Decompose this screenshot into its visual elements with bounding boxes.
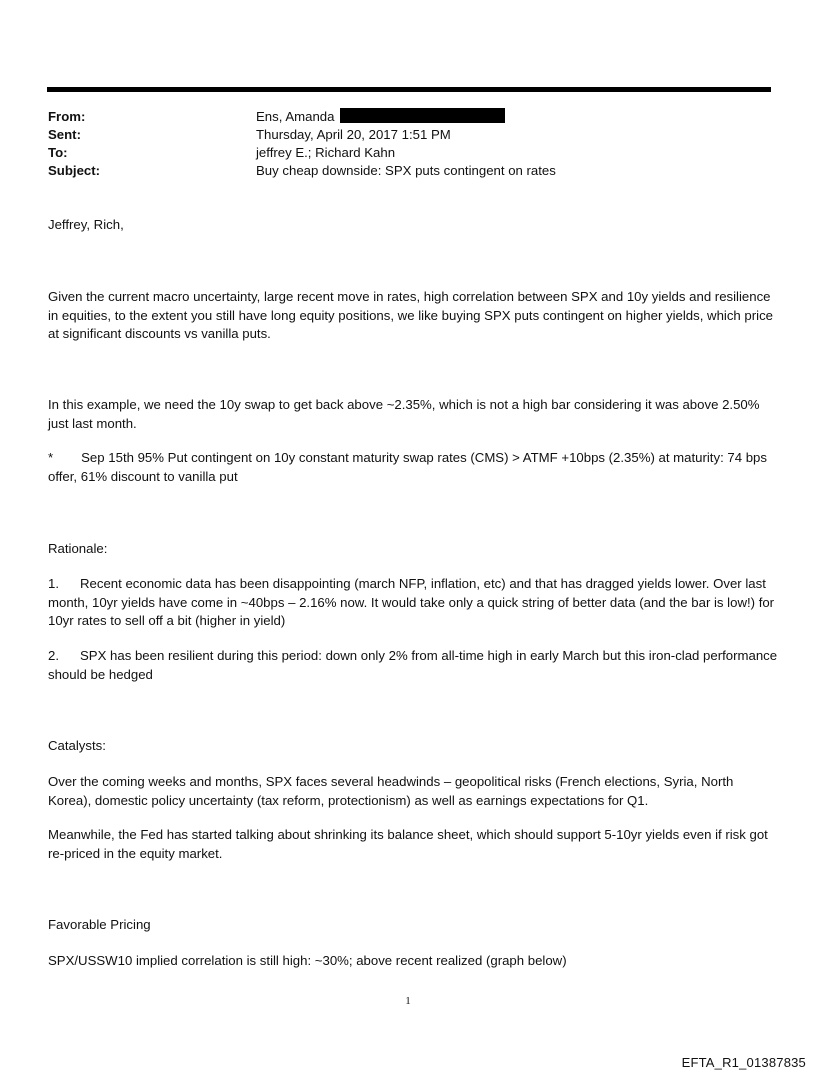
- from-name: Ens, Amanda: [256, 109, 335, 124]
- subject-row: [48, 162, 556, 180]
- pricing-heading: Favorable Pricing: [48, 917, 151, 932]
- rationale-1-number: 1.: [48, 576, 59, 591]
- email-header: [48, 108, 556, 180]
- from-value: [256, 108, 505, 126]
- rationale-item-1: [48, 575, 778, 631]
- to-value: jeffrey E.; Richard Kahn: [256, 145, 396, 160]
- rationale-item-2: [48, 647, 778, 684]
- rationale-2-text: SPX has been resilient during this period: down only 2% from all-time high in early March but this iron-clad performance should be hedged: [48, 648, 778, 682]
- from-row: [48, 108, 556, 126]
- header-rule: [47, 87, 771, 92]
- to-row: [48, 144, 556, 162]
- bullet-marker: *: [48, 450, 54, 465]
- redaction-box: [340, 108, 505, 123]
- sent-value: Thursday, April 20, 2017 1:51 PM: [256, 127, 451, 142]
- example-paragraph: In this example, we need the 10y swap to get back above ~2.35%, which is not a high bar considering it was above 2.50% just last month.: [48, 397, 760, 431]
- catalysts-paragraph-1: Over the coming weeks and months, SPX faces several headwinds – geopolitical risks (French elections, Syria, North Korea), domestic policy uncertainty (tax reform, protectionism) as well as earnings expectations for Q1.: [48, 774, 734, 808]
- bullet-item: [48, 449, 778, 486]
- subject-value: Buy cheap downside: SPX puts contingent on rates: [256, 163, 556, 178]
- greeting: Jeffrey, Rich,: [48, 217, 124, 232]
- pricing-paragraph: SPX/USSW10 implied correlation is still high: ~30%; above recent realized (graph below): [48, 953, 567, 968]
- catalysts-heading: Catalysts:: [48, 738, 106, 753]
- sent-label: Sent:: [48, 127, 81, 142]
- bullet-text: Sep 15th 95% Put contingent on 10y constant maturity swap rates (CMS) > ATMF +10bps (2.35%) at maturity: 74 bps offer, 61% discount to vanilla put: [48, 450, 767, 484]
- rationale-heading: Rationale:: [48, 541, 108, 556]
- catalysts-paragraph-2: Meanwhile, the Fed has started talking about shrinking its balance sheet, which should support 5-10yr yields even if risk got re-priced in the equity market.: [48, 827, 768, 861]
- intro-paragraph: Given the current macro uncertainty, large recent move in rates, high correlation between SPX and 10y yields and resilience in equities, to the extent you still have long equity positions, we like buying SPX puts contingent on higher yields, which price at significant discounts vs vanilla puts.: [48, 289, 774, 341]
- sent-row: [48, 126, 556, 144]
- page-number: 1: [405, 995, 411, 1007]
- subject-label: Subject:: [48, 163, 101, 178]
- to-label: To:: [48, 145, 68, 160]
- document-id: EFTA_R1_01387835: [681, 1055, 806, 1070]
- from-label: From:: [48, 109, 86, 124]
- rationale-2-number: 2.: [48, 648, 59, 663]
- rationale-1-text: Recent economic data has been disappointing (march NFP, inflation, etc) and that has dragged yields lower. Over last month, 10yr yields have come in ~40bps – 2.16% now. It would take only a quick string of better data (and the bar is low!) for 10yr rates to sell off a bit (higher in yield): [48, 576, 775, 628]
